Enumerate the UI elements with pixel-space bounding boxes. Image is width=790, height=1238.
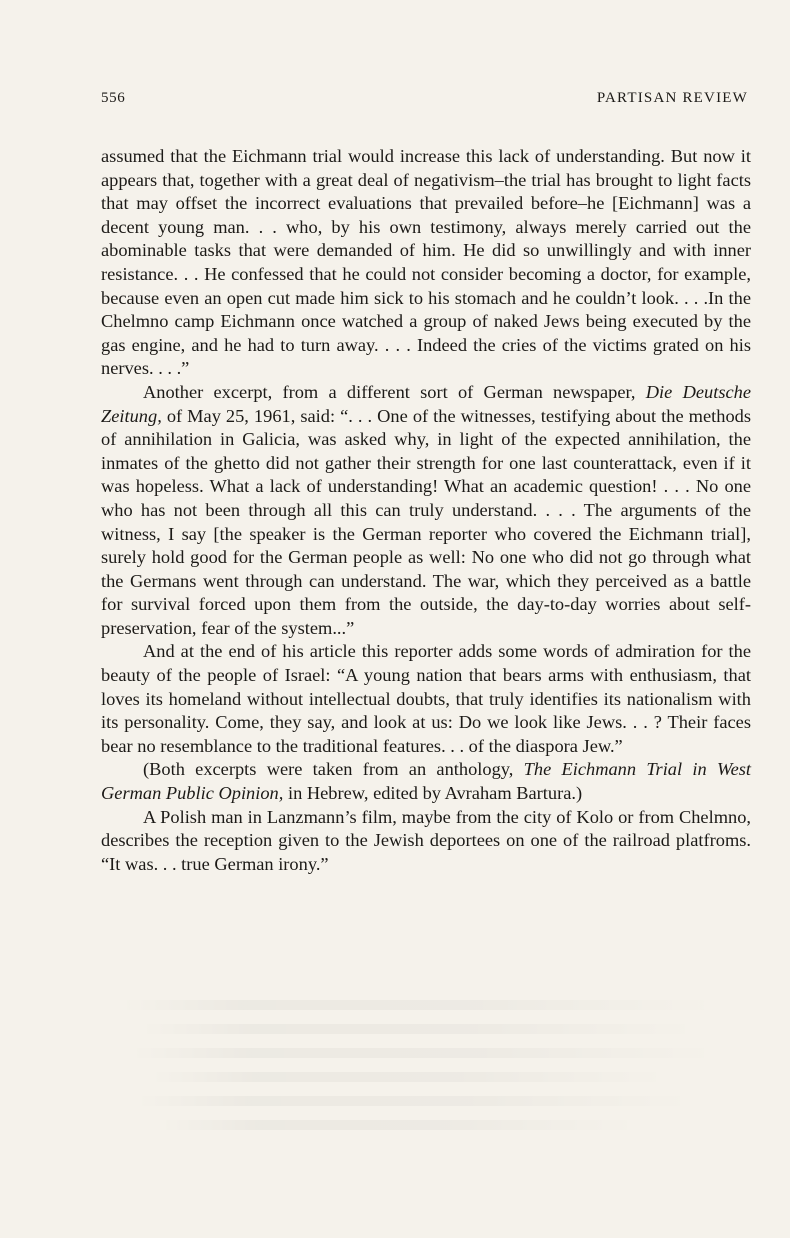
show-through-mark [150,1072,670,1082]
body-text [101,145,751,876]
paragraph [101,806,751,877]
show-through-mark [130,1048,720,1058]
text-run: (Both excerpts were taken from an anthology, [143,759,524,780]
text-run: of May 25, 1961, said: “. . . One of the witnesses, testifying about the methods of annihilation in Galicia, was asked why, in light of the expected annihilation, the inmates of the ghetto did not gather their strength for one last counterattack, even if it was hopeless. What a lack of understanding! What an academic question! . . . No one who has not been through all this can truly understand. . . . The arguments of the witness, I say [the speaker is the German reporter who covered the Eichmann trial], surely hold good for the German people as well: No one who did not go through what the Germans went through can understand. The war, which they perceived as a battle for survival forced upon them from the outside, the day-to-day worries about self-preservation, fear of the system...” [101,405,751,638]
show-through-mark [120,1000,720,1010]
paragraph [101,640,751,758]
paragraph [101,381,751,641]
show-through-mark [135,1096,695,1106]
text-run: A Polish man in Lanzmann’s film, maybe from the city of Kolo or from Chelmno, describes the reception given to the Jewish deportees on one of the railroad platfroms. “It was. . . true German irony.” [101,806,751,874]
text-run: in Hebrew, edited by Avraham Bartura.) [283,783,583,804]
text-run: And at the end of his article this reporter adds some words of admiration for the beauty of the people of Israel: “A young nation that bears arms with enthusiasm, that loves its homeland without intellectual doubts, that truly identifies its nationalism with its personality. Come, they say, and look at us: Do we look like Jews. . . ? Their faces bear no resemblance to the traditional features. . . of the diaspora Jew.” [101,641,751,756]
italic-title: Die Deutsche Zeitung, [101,381,751,426]
show-through-mark [140,1024,700,1034]
page-number: 556 [101,90,126,106]
running-head [101,90,748,112]
show-through-mark [160,1120,640,1130]
journal-title: PARTISAN REVIEW [596,90,748,106]
text-run: assumed that the Eichmann trial would increase this lack of understanding. But now it appears that, together with a great deal of negativism–the trial has brought to light facts that may offset the incorrect evaluations that prevailed before–he [Eichmann] was a decent young man. . . who, by his own testimony, always merely carried out the abominable tasks that were demanded of him. He did so unwillingly and with inner resistance. . . He confessed that he could not consider becoming a doctor, for example, because even an open cut made him sick to his stomach and he couldn’t look. . . .In the Chelmno camp Eichmann once watched a group of naked Jews being executed by the gas engine, and he had to turn away. . . . Indeed the cries of the victims grated on his nerves. . . .” [101,146,751,379]
text-run: Another excerpt, from a different sort of German newspaper, [143,381,646,402]
paragraph [101,758,751,805]
paragraph [101,145,751,381]
italic-title: The Eichmann Trial in West German Public Opinion, [101,759,751,804]
